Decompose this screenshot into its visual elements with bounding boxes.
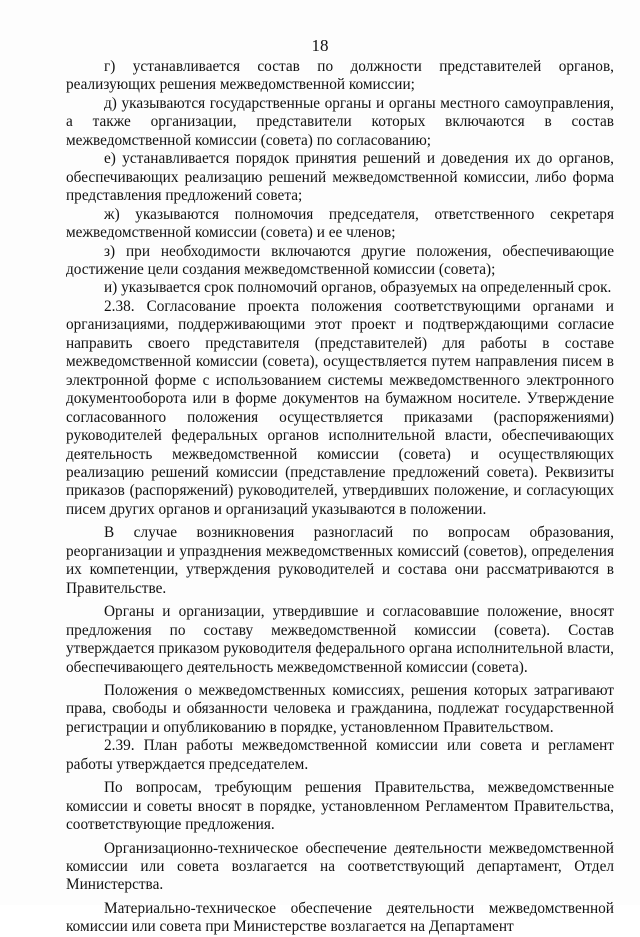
- paragraph-disagreements: В случае возникновения разногласий по вопросам образования, реорганизации и упразднения межведомственных комиссий (советов), определения их компетенции, утверждения руководителей и состава они рассматриваются в Правительстве.: [66, 524, 614, 597]
- paragraph-e: е) устанавливается порядок принятия решений и доведения их до органов, обеспечивающих реализацию решений межведомственной комиссии, либо форма представления предложений совета;: [66, 150, 614, 205]
- paragraph-2-38: 2.38. Согласование проекта положения соответствующими органами и организациями, поддерживающими этот проект и подтверждающими согласие направить своего представителя (представителей) для работы в составе межведомственной комиссии (совета), осуществляется путем направления писем в электронной форме с использованием системы межведомственного электронного документооборота или в форме документов на бумажном носителе. Утверждение согласованного положения осуществляется приказами (распоряжениями) руководителей федеральных органов исполнительной власти, обеспечивающих деятельность межведомственной комиссии (совета) и осуществляющих реализацию решений комиссии (представление предложений совета). Реквизиты приказов (распоряжений) руководителей, утвердивших положение, и согласующих писем других органов и организаций указываются в положении.: [66, 297, 614, 518]
- page-number: 18: [311, 36, 329, 55]
- document-body: [66, 58, 614, 937]
- paragraph-organizational-support: Организационно-техническое обеспечение деятельности межведомственной комиссии или совета возлагается на соответствующий департамент, Отдел Министерства.: [66, 839, 614, 894]
- paragraph-g: г) устанавливается состав по должности представителей органов, реализующих решения межведомственной комиссии;: [66, 58, 614, 94]
- paragraph-d: д) указываются государственные органы и органы местного самоуправления, а также организации, представители которых включаются в состав межведомственной комиссии (совета) по согласованию;: [66, 94, 614, 149]
- paragraph-government-questions: По вопросам, требующим решения Правительства, межведомственные комиссии и советы вносят в порядке, установленном Регламентом Правительства, соответствующие предложения.: [66, 779, 614, 834]
- paragraph-material-support: Материально-техническое обеспечение деятельности межведомственной комиссии или совета при Министерстве возлагается на Департамент: [66, 899, 614, 936]
- paragraph-zh: ж) указываются полномочия председателя, ответственного секретаря межведомственной комиссии (совета) и ее членов;: [66, 205, 614, 242]
- paragraph-i: и) указывается срок полномочий органов, образуемых на определенный срок.: [104, 279, 612, 297]
- paragraph-z: з) при необходимости включаются другие положения, обеспечивающие достижение цели создания межведомственной комиссии (совета);: [66, 242, 614, 278]
- paragraph-composition: Органы и организации, утвердившие и согласовавшие положение, вносят предложения по составу межведомственной комиссии (совета). Состав утверждается приказом руководителя федерального органа исполнительной власти, обеспечивающего деятельность межведомственной комиссии (совета).: [66, 603, 614, 676]
- paragraph-registration: Положения о межведомственных комиссиях, решения которых затрагивают права, свободы и обязанности человека и гражданина, подлежат государственной регистрации и опубликованию в порядке, установленном Правительством.: [66, 681, 614, 736]
- paragraph-2-39: 2.39. План работы межведомственной комиссии или совета и регламент работы утверждается председателем.: [66, 737, 614, 773]
